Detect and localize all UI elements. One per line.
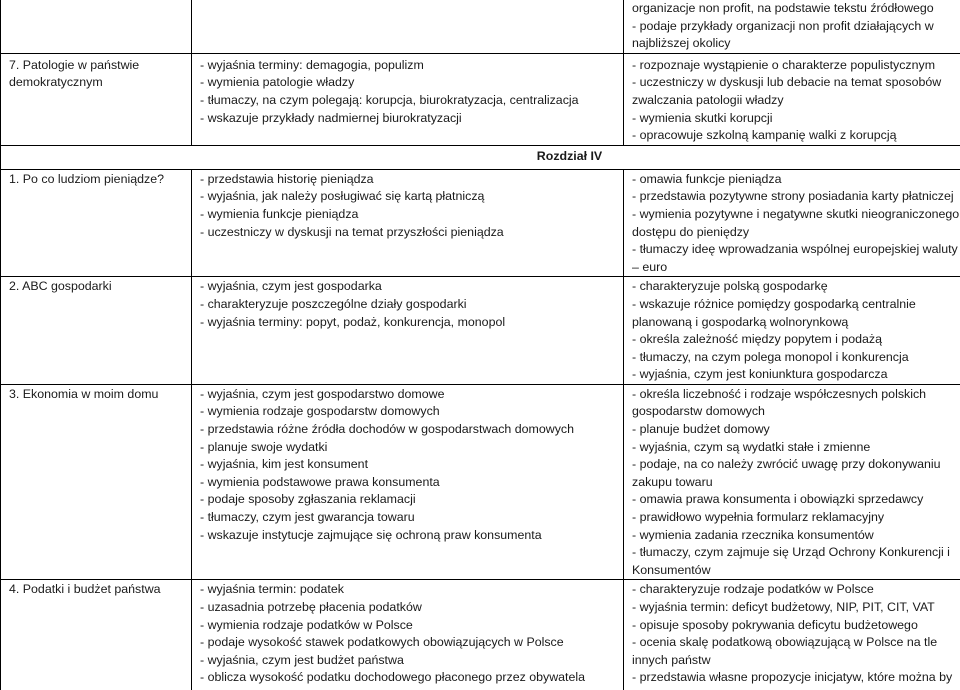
list-item: - wskazuje przykłady nadmiernej biurokratyzacji [200,110,623,128]
cell-requirements [192,169,624,277]
list-item: - wyjaśnia, czym jest koniunktura gospodarcza [632,366,960,384]
list-item: - wyjaśnia, jak należy posługiwać się kartą płatniczą [200,188,623,206]
list-item: - wyjaśnia, czym jest gospodarka [200,278,623,296]
cell-topic [1,384,192,580]
cell-topic-empty [1,0,192,53]
list-item: - rozpoznaje wystąpienie o charakterze populistycznym [632,57,960,75]
list-item: - wymienia rodzaje podatków w Polsce [200,617,623,635]
cell-extended [624,0,960,53]
list-item: - wymienia rodzaje gospodarstw domowych [200,403,623,421]
chapter-title: Rozdział IV [537,148,602,166]
cell-requirements [192,53,624,145]
list-item: - podaje, na co należy zwrócić uwagę przy dokonywaniu zakupu towaru [632,456,960,491]
list-item: - przedstawia własne propozycje inicjatyw, które można by [632,669,960,687]
list-item: - opracowuje szkolną kampanię walki z korupcją [632,127,960,145]
list-item: - wymienia skutki korupcji [632,110,960,128]
topic-title: 2. ABC gospodarki [9,278,191,296]
cell-requirements-empty [192,0,624,53]
topic-title: 1. Po co ludziom pieniądze? [9,171,191,189]
chapter-row [1,145,960,169]
cell-topic [1,53,192,145]
list-item: - podaje sposoby zgłaszania reklamacji [200,491,623,509]
list-item: - określa zależność między popytem i podażą [632,331,960,349]
chapter-heading-cell [1,145,960,169]
list-item: - charakteryzuje poszczególne działy gospodarki [200,296,623,314]
table-row-pieniadze [1,169,960,277]
list-item: - ocenia skalę podatkową obowiązującą w Polsce na tle innych państw [632,634,960,669]
list-item: - przedstawia różne źródła dochodów w gospodarstwach domowych [200,421,623,439]
list-item: - wyjaśnia termin: podatek [200,581,623,599]
list-item: - oblicza wysokość podatku dochodowego płaconego przez obywatela [200,669,623,687]
list-item: - wymienia patologie władzy [200,74,623,92]
cell-requirements [192,384,624,580]
list-item: - tłumaczy, czym jest gwarancja towaru [200,509,623,527]
list-item: - wyjaśnia, czym są wydatki stałe i zmienne [632,439,960,457]
cell-requirements [192,580,624,690]
list-item: - tłumaczy ideę wprowadzania wspólnej europejskiej waluty – euro [632,241,960,276]
list-item: - omawia funkcje pieniądza [632,171,960,189]
table-row-patologie [1,53,960,145]
list-item: - przedstawia historię pieniądza [200,171,623,189]
list-item: - wskazuje różnice pomiędzy gospodarką centralnie planowaną i gospodarką wolnorynkową [632,296,960,331]
list-item: - prawidłowo wypełnia formularz reklamacyjny [632,509,960,527]
list-item: - wyjaśnia terminy: demagogia, populizm [200,57,623,75]
list-item: - opisuje sposoby pokrywania deficytu budżetowego [632,617,960,635]
list-item: - wyjaśnia terminy: popyt, podaż, konkurencja, monopol [200,314,623,332]
list-item: - planuje swoje wydatki [200,439,623,457]
list-item: - wyjaśnia, czym jest gospodarstwo domowe [200,386,623,404]
list-item: - podaje wysokość stawek podatkowych obowiązujących w Polsce [200,634,623,652]
list-item: - wymienia pozytywne i negatywne skutki nieograniczonego dostępu do pieniędzy [632,206,960,241]
cell-topic [1,580,192,690]
list-item: - przedstawia pozytywne strony posiadania karty płatniczej [632,188,960,206]
list-item: organizacje non profit, na podstawie tekstu źródłowego [632,0,960,18]
list-item: - podaje przykłady organizacji non profit działających w najbliższej okolicy [632,18,960,53]
table-row-ekonomia [1,384,960,580]
list-item: - tłumaczy, czym zajmuje się Urząd Ochrony Konkurencji i Konsumentów [632,544,960,579]
cell-extended [624,53,960,145]
list-item: - wymienia zadania rzecznika konsumentów [632,527,960,545]
list-item: - wymienia podstawowe prawa konsumenta [200,474,623,492]
list-item: - charakteryzuje rodzaje podatków w Polsce [632,581,960,599]
list-item: - omawia prawa konsumenta i obowiązki sprzedawcy [632,491,960,509]
list-item: - planuje budżet domowy [632,421,960,439]
list-item: - wyjaśnia, kim jest konsument [200,456,623,474]
list-item: - określa liczebność i rodzaje współczesnych polskich gospodarstw domowych [632,386,960,421]
cell-topic [1,169,192,277]
topic-title: 7. Patologie w państwie demokratycznym [9,57,191,92]
list-item: - wskazuje instytucje zajmujące się ochroną praw konsumenta [200,527,623,545]
cell-topic [1,277,192,385]
cell-extended [624,580,960,690]
list-item: - wymienia funkcje pieniądza [200,206,623,224]
cell-extended [624,277,960,385]
list-item: - wyjaśnia termin: deficyt budżetowy, NIP, PIT, CIT, VAT [632,599,960,617]
topic-title: 3. Ekonomia w moim domu [9,386,191,404]
table-row-gospodarka [1,277,960,385]
list-item: - uczestniczy w dyskusji lub debacie na temat sposobów zwalczania patologii władzy [632,74,960,109]
table-row-podatki [1,580,960,690]
list-item: - charakteryzuje polską gospodarkę [632,278,960,296]
list-item: - uzasadnia potrzebę płacenia podatków [200,599,623,617]
cell-requirements [192,277,624,385]
cell-extended [624,169,960,277]
list-item: - tłumaczy, na czym polega monopol i konkurencja [632,349,960,367]
cell-extended [624,384,960,580]
list-item: - tłumaczy, na czym polegają: korupcja, biurokratyzacja, centralizacja [200,92,623,110]
topic-title: 4. Podatki i budżet państwa [9,581,191,599]
table-row-continuation [1,0,960,53]
list-item: - wyjaśnia, czym jest budżet państwa [200,652,623,670]
list-item: - uczestniczy w dyskusji na temat przyszłości pieniądza [200,224,623,242]
